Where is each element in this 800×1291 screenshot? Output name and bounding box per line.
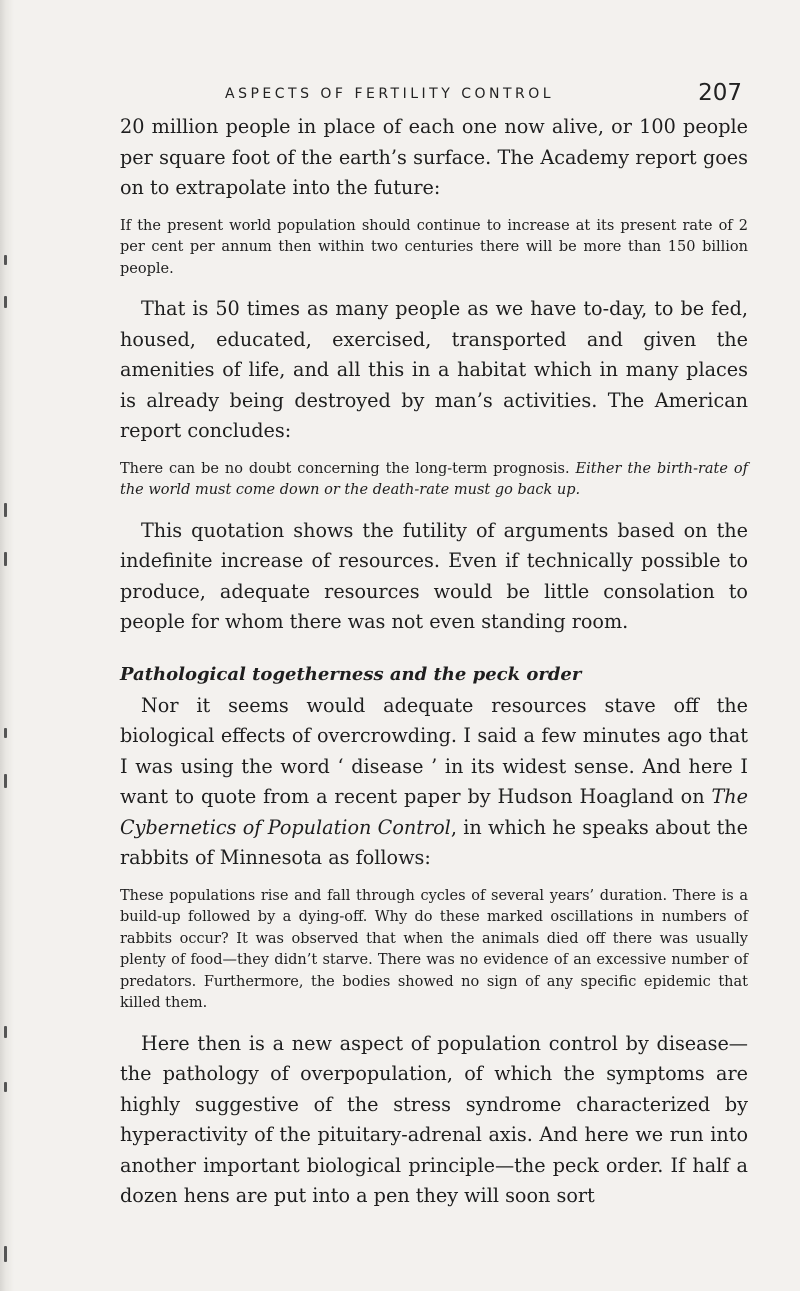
gutter-mark (4, 774, 7, 788)
block-quote (120, 459, 748, 502)
block-quote: These populations rise and fall through cycles of several years’ duration. There is a build-up followed by a dying-off. Why do these marked oscillations in numbers of rabbits occur? It was observed that when the animals died off there was usually plenty of food—they didn’t starve. There was no evidence of an excessive number of predators. Furthermore, the bodies showed no sign of any specific epidemic that killed them. (120, 887, 748, 1011)
paragraph-text: , in which he speaks about the rabbits of Minnesota as follows: (120, 815, 748, 869)
section-heading: Pathological togetherness and the peck order (120, 663, 582, 685)
page-number: 207 (698, 80, 742, 106)
gutter-mark (4, 1246, 7, 1262)
page-header (120, 80, 748, 114)
quote-text: There can be no doubt concerning the long-term prognosis. (120, 460, 576, 477)
gutter-mark (4, 255, 7, 265)
paragraph-text: Nor it seems would adequate resources stave off the biological effects of overcrowding. I said a few minutes ago that I was using the word ‘ disease ’ in its widest sense. And here I want to quote from a recent paper by Hudson Hoagland on (120, 693, 748, 808)
gutter-mark (4, 552, 7, 566)
body-paragraph: Here then is a new aspect of population control by disease—the pathology of overpopulation, of which the symptoms are highly suggestive of the stress syndrome characterized by hyperactivity of the pituitary-adrenal axis. And here we run into another important biological principle—the peck order. If half a dozen hens are put into a pen they will soon sort (120, 1031, 748, 1207)
gutter-mark (4, 503, 7, 517)
quote-emphasis: Either the birth-rate of the world must come down or the death-rate must go back up. (120, 460, 748, 498)
body-paragraph (120, 691, 748, 874)
gutter-mark (4, 1026, 7, 1038)
page-body (120, 112, 748, 1212)
binding-gutter (0, 0, 14, 1291)
gutter-mark (4, 296, 7, 308)
body-paragraph: That is 50 times as many people as we have to-day, to be fed, housed, educated, exercised, transported and given the amenities of life, and all this in a habitat which in many places is already being destroyed by man’s activities. The American report concludes: (120, 297, 748, 442)
gutter-mark (4, 1082, 7, 1092)
body-paragraph: 20 million people in place of each one now alive, or 100 people per square foot of the earth’s surface. The Academy report goes on to extrapolate into the future: (120, 115, 748, 199)
block-quote: If the present world population should continue to increase at its present rate of 2 per cent per annum then within two centuries there will be more than 150 billion people. (120, 217, 748, 277)
body-paragraph: This quotation shows the futility of arguments based on the indefinite increase of resources. Even if technically possible to produce, adequate resources would be little consolation to people for whom there was not even standing room. (120, 518, 748, 633)
paper-title: The Cybernetics of Population Control (120, 785, 748, 839)
running-title: ASPECTS OF FERTILITY CONTROL (225, 86, 555, 102)
gutter-mark (4, 728, 7, 738)
